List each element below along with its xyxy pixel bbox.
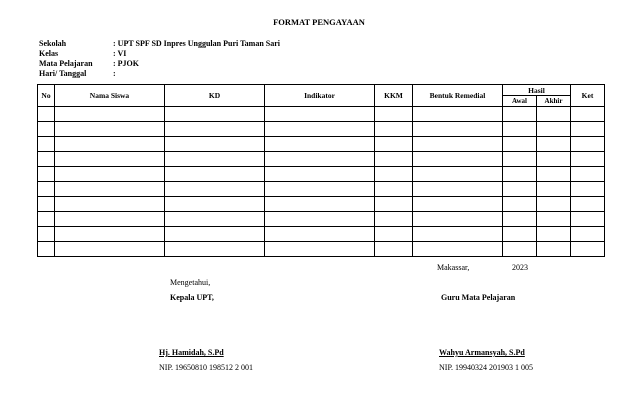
table-cell bbox=[571, 137, 605, 152]
table-cell bbox=[571, 167, 605, 182]
table-cell bbox=[38, 197, 55, 212]
table-cell bbox=[537, 227, 571, 242]
table-row bbox=[38, 152, 605, 167]
table-cell bbox=[38, 227, 55, 242]
table-cell bbox=[413, 182, 503, 197]
info-label-sekolah: Sekolah bbox=[39, 39, 67, 48]
info-value-sekolah: : UPT SPF SD Inpres Unggulan Puri Taman Sari bbox=[113, 39, 281, 48]
info-label-kelas: Kelas bbox=[39, 49, 59, 58]
header-indikator: Indikator bbox=[265, 85, 375, 107]
header-bentuk-remedial: Bentuk Remedial bbox=[413, 85, 503, 107]
table-cell bbox=[375, 137, 413, 152]
table-cell bbox=[55, 152, 165, 167]
table-cell bbox=[265, 167, 375, 182]
info-value-tanggal: : bbox=[113, 69, 116, 78]
header-no: No bbox=[38, 85, 55, 107]
header-hasil: Hasil bbox=[503, 85, 571, 96]
table-cell bbox=[503, 212, 537, 227]
table-cell bbox=[413, 242, 503, 257]
table-cell bbox=[165, 242, 265, 257]
table-cell bbox=[165, 107, 265, 122]
table-cell bbox=[413, 137, 503, 152]
table-cell bbox=[265, 137, 375, 152]
table-cell bbox=[375, 167, 413, 182]
footer-left-name: Hj. Hamidah, S.Pd bbox=[159, 348, 224, 357]
document-title: FORMAT PENGAYAAN bbox=[273, 17, 365, 27]
table-cell bbox=[503, 242, 537, 257]
table-cell bbox=[165, 167, 265, 182]
table-cell bbox=[38, 167, 55, 182]
table-cell bbox=[265, 107, 375, 122]
table-cell bbox=[265, 197, 375, 212]
table-cell bbox=[413, 227, 503, 242]
table-cell bbox=[38, 242, 55, 257]
footer-year: 2023 bbox=[512, 263, 528, 272]
info-label-tanggal: Hari/ Tanggal bbox=[39, 69, 87, 78]
table-row bbox=[38, 227, 605, 242]
table-cell bbox=[55, 122, 165, 137]
table-cell bbox=[537, 152, 571, 167]
header-ket: Ket bbox=[571, 85, 605, 107]
table-cell bbox=[375, 182, 413, 197]
table-cell bbox=[537, 167, 571, 182]
table-body bbox=[38, 107, 605, 257]
table-cell bbox=[503, 137, 537, 152]
footer-left-nip: NIP. 19650810 198512 2 001 bbox=[159, 363, 254, 372]
table-cell bbox=[537, 212, 571, 227]
table-cell bbox=[571, 152, 605, 167]
header-nama-siswa: Nama Siswa bbox=[55, 85, 165, 107]
table-row bbox=[38, 122, 605, 137]
footer-acknowledged: Mengetahui, bbox=[170, 278, 211, 287]
table-cell bbox=[38, 122, 55, 137]
header-kd: KD bbox=[165, 85, 265, 107]
table-row bbox=[38, 212, 605, 227]
header-akhir: Akhir bbox=[537, 96, 571, 107]
footer-right-role: Guru Mata Pelajaran bbox=[441, 293, 516, 302]
table-cell bbox=[38, 182, 55, 197]
table-cell bbox=[165, 182, 265, 197]
table-cell bbox=[265, 122, 375, 137]
footer-right-nip: NIP. 19940324 201903 1 005 bbox=[439, 363, 534, 372]
table-cell bbox=[503, 152, 537, 167]
footer-right-name: Wahyu Armansyah, S.Pd bbox=[439, 348, 525, 357]
table-cell bbox=[165, 137, 265, 152]
table-cell bbox=[38, 212, 55, 227]
table-cell bbox=[413, 152, 503, 167]
table-cell bbox=[55, 137, 165, 152]
table-cell bbox=[413, 212, 503, 227]
info-value-mapel: : PJOK bbox=[113, 59, 139, 68]
table-cell bbox=[38, 152, 55, 167]
table-cell bbox=[503, 197, 537, 212]
table-cell bbox=[55, 212, 165, 227]
table-cell bbox=[413, 197, 503, 212]
table-cell bbox=[265, 152, 375, 167]
table-row bbox=[38, 107, 605, 122]
table-cell bbox=[413, 122, 503, 137]
table-cell bbox=[537, 242, 571, 257]
table-cell bbox=[265, 242, 375, 257]
table-cell bbox=[265, 227, 375, 242]
table-cell bbox=[537, 107, 571, 122]
table-cell bbox=[165, 122, 265, 137]
table-cell bbox=[503, 122, 537, 137]
table-cell bbox=[55, 242, 165, 257]
header-awal: Awal bbox=[503, 96, 537, 107]
table-cell bbox=[265, 182, 375, 197]
table-cell bbox=[571, 212, 605, 227]
info-value-kelas: : VI bbox=[113, 49, 127, 58]
table-cell bbox=[265, 212, 375, 227]
table-cell bbox=[413, 167, 503, 182]
table-cell bbox=[375, 107, 413, 122]
table-cell bbox=[571, 182, 605, 197]
table-cell bbox=[537, 137, 571, 152]
table-row bbox=[38, 182, 605, 197]
info-label-mapel: Mata Pelajaran bbox=[39, 59, 93, 68]
table-cell bbox=[375, 197, 413, 212]
table-row bbox=[38, 242, 605, 257]
table-cell bbox=[165, 212, 265, 227]
table-cell bbox=[165, 197, 265, 212]
table-cell bbox=[375, 122, 413, 137]
table-cell bbox=[55, 167, 165, 182]
table-cell bbox=[375, 227, 413, 242]
table-cell bbox=[38, 137, 55, 152]
table-cell bbox=[375, 242, 413, 257]
table-row bbox=[38, 197, 605, 212]
table-cell bbox=[537, 182, 571, 197]
table-row bbox=[38, 167, 605, 182]
table-cell bbox=[55, 197, 165, 212]
table-cell bbox=[55, 182, 165, 197]
header-kkm: KKM bbox=[375, 85, 413, 107]
table-cell bbox=[503, 182, 537, 197]
table-cell bbox=[38, 107, 55, 122]
table-cell bbox=[571, 242, 605, 257]
table-cell bbox=[571, 122, 605, 137]
table-cell bbox=[413, 107, 503, 122]
table-row bbox=[38, 137, 605, 152]
table-cell bbox=[55, 227, 165, 242]
table-cell bbox=[165, 227, 265, 242]
table-cell bbox=[537, 122, 571, 137]
table-cell bbox=[503, 107, 537, 122]
table-cell bbox=[571, 107, 605, 122]
table-cell bbox=[375, 152, 413, 167]
table-cell bbox=[537, 197, 571, 212]
footer-left-role: Kepala UPT, bbox=[170, 293, 214, 302]
footer-place: Makassar, bbox=[437, 263, 470, 272]
table-cell bbox=[503, 167, 537, 182]
table-cell bbox=[55, 107, 165, 122]
table-cell bbox=[503, 227, 537, 242]
table-cell bbox=[165, 152, 265, 167]
table-cell bbox=[571, 197, 605, 212]
enrichment-table bbox=[37, 84, 605, 257]
table-cell bbox=[375, 212, 413, 227]
table-cell bbox=[571, 227, 605, 242]
